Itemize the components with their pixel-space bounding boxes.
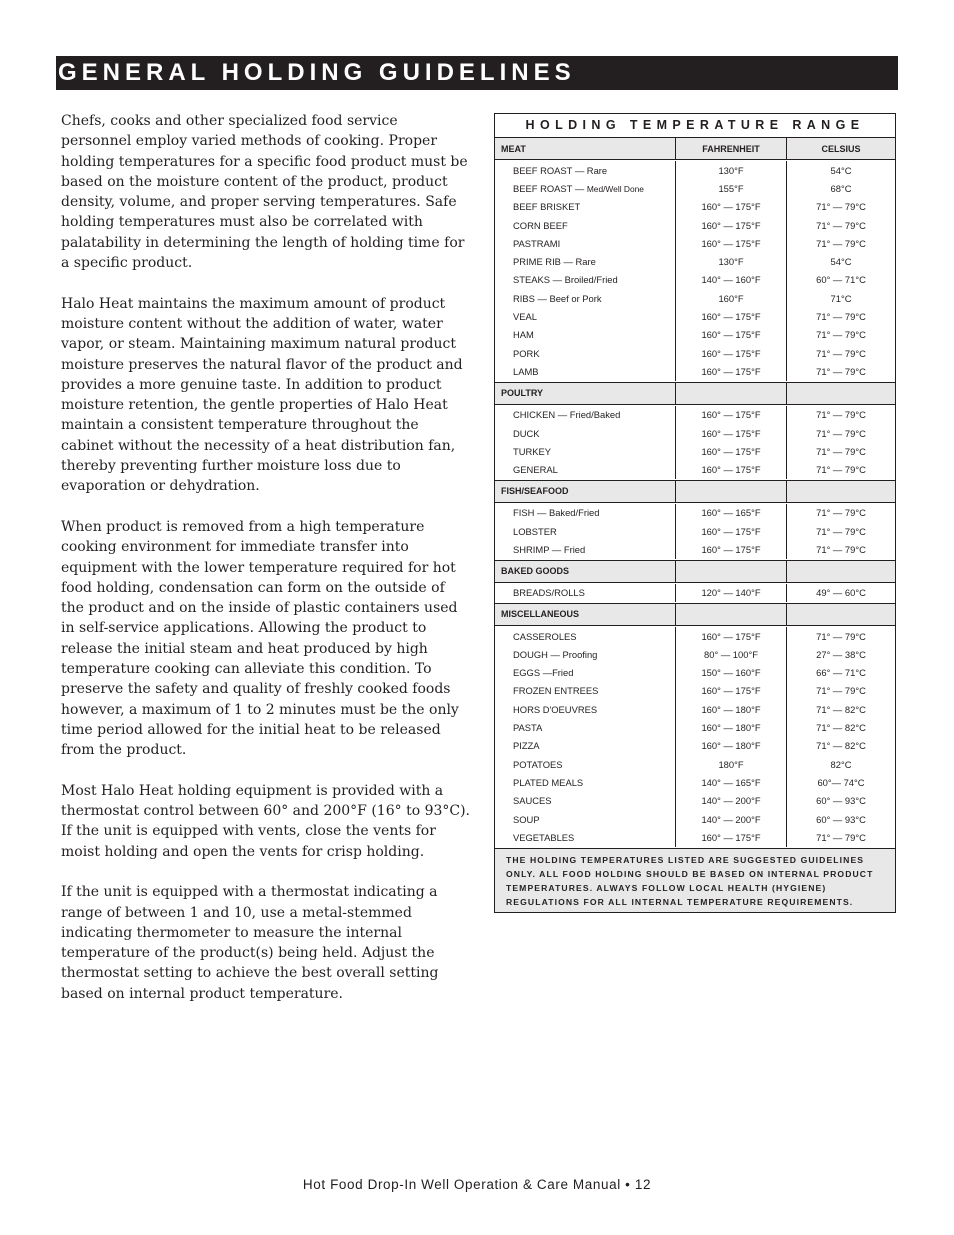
food-item-label: FROZEN ENTREES [513, 685, 599, 697]
food-item [495, 631, 675, 642]
celsius-value: 60° — 93°C [816, 813, 866, 825]
column-header-celsius [787, 561, 895, 582]
fahrenheit-value: 160° — 175°F [675, 362, 787, 380]
food-item [495, 220, 675, 231]
food-item [495, 544, 675, 555]
section-name: MISCELLANEOUS [501, 609, 580, 620]
title-bar [56, 56, 898, 90]
celsius-value: 60° — 93°C [816, 795, 866, 807]
food-item [495, 526, 675, 537]
food-item-label: GENERAL [513, 464, 558, 476]
fahrenheit-value: 180°F [675, 755, 787, 773]
column-header-celsius: CELSIUS [821, 143, 861, 154]
table-row [495, 627, 895, 645]
fahrenheit-value: 160° — 175°F [675, 326, 787, 344]
food-item [495, 777, 675, 788]
celsius-value: 71°C [830, 292, 852, 304]
celsius-value: 71° — 79°C [816, 219, 866, 231]
food-item-label: SOUP [513, 813, 540, 825]
table-row [495, 504, 895, 522]
fahrenheit-value: 155°F [675, 179, 787, 197]
food-item-label: PASTA [513, 722, 543, 734]
table-row [495, 773, 895, 791]
fahrenheit-value: 160° — 175°F [675, 307, 787, 325]
fahrenheit-value: 160°F [675, 289, 787, 307]
food-item-label: STEAKS — Broiled/Fried [513, 274, 618, 286]
table-row [495, 828, 895, 846]
table-row [495, 460, 895, 478]
celsius-value: 71° — 79°C [816, 329, 866, 341]
table-row [495, 179, 895, 197]
table-row [495, 540, 895, 558]
celsius-value: 82°C [830, 758, 852, 770]
celsius-value: 54°C [830, 256, 852, 268]
fahrenheit-value: 160° — 175°F [675, 406, 787, 424]
food-item [495, 667, 675, 678]
section-rows [495, 503, 895, 561]
table-row [495, 362, 895, 380]
celsius-value: 71° — 82°C [816, 703, 866, 715]
table-row [495, 810, 895, 828]
celsius-value: 71° — 79°C [816, 525, 866, 537]
column-header-fahrenheit [675, 604, 787, 625]
table-row [495, 792, 895, 810]
food-item-label: LOBSTER [513, 525, 557, 537]
celsius-value: 71° — 79°C [816, 445, 866, 457]
food-item [495, 366, 675, 377]
food-item [495, 587, 675, 598]
celsius-value: 71° — 79°C [816, 409, 866, 421]
food-item [495, 507, 675, 518]
food-item-label: CORN BEEF [513, 219, 568, 231]
section-rows [495, 405, 895, 481]
table-row [495, 645, 895, 663]
table-row [495, 424, 895, 442]
fahrenheit-value: 140° — 200°F [675, 810, 787, 828]
celsius-value: 71° — 79°C [816, 347, 866, 359]
fahrenheit-value: 160° — 165°F [675, 504, 787, 522]
food-item-label: HAM [513, 329, 534, 341]
table-row [495, 584, 895, 602]
food-item-label: TURKEY [513, 445, 552, 457]
food-item-detail: Med/Well Done [586, 183, 644, 194]
food-item [495, 238, 675, 249]
section-header [495, 604, 895, 626]
table-row [495, 682, 895, 700]
holding-temperature-table [494, 113, 896, 913]
table-title: HOLDING TEMPERATURE RANGE [495, 114, 895, 138]
food-item-label: DUCK [513, 427, 540, 439]
table-row [495, 326, 895, 344]
table-row [495, 161, 895, 179]
section-name: POULTRY [501, 388, 543, 399]
food-item [495, 464, 675, 475]
fahrenheit-value: 160° — 175°F [675, 828, 787, 846]
column-header-fahrenheit [675, 383, 787, 404]
food-item-label: VEGETABLES [513, 831, 575, 843]
food-item [495, 329, 675, 340]
column-header-celsius [787, 383, 895, 404]
food-item [495, 446, 675, 457]
fahrenheit-value: 140° — 165°F [675, 773, 787, 791]
food-item [495, 759, 675, 770]
celsius-value: 71° — 82°C [816, 722, 866, 734]
table-row [495, 718, 895, 736]
food-item-label: CASSEROLES [513, 630, 577, 642]
food-item [495, 256, 675, 267]
fahrenheit-value: 160° — 180°F [675, 700, 787, 718]
celsius-value: 71° — 79°C [816, 427, 866, 439]
fahrenheit-value: 160° — 175°F [675, 460, 787, 478]
food-item [495, 428, 675, 439]
fahrenheit-value: 140° — 200°F [675, 792, 787, 810]
food-item [495, 348, 675, 359]
section-header [495, 383, 895, 405]
food-item [495, 814, 675, 825]
food-item-label: VEAL [513, 311, 537, 323]
celsius-value: 71° — 79°C [816, 630, 866, 642]
celsius-value: 68°C [830, 182, 852, 194]
table-row [495, 271, 895, 289]
page-footer: Hot Food Drop-In Well Operation & Care Manual • 12 [302, 1177, 652, 1192]
celsius-value: 71° — 79°C [816, 464, 866, 476]
food-item [495, 832, 675, 843]
fahrenheit-value: 160° — 175°F [675, 424, 787, 442]
section-header [495, 561, 895, 583]
celsius-value: 54°C [830, 164, 852, 176]
food-item-label: DOUGH — Proofing [513, 648, 598, 660]
food-item-label: EGGS —Fried [513, 667, 574, 679]
celsius-value: 71° — 79°C [816, 201, 866, 213]
table-row [495, 198, 895, 216]
page-title: GENERAL HOLDING GUIDELINES [58, 59, 576, 86]
body-paragraph: If the unit is equipped with a thermostat indicating a range of between 1 and 10, use a metal-stemmed indicating thermometer to measure the internal temperature of the product(s) being held. Adjust the thermostat setting to achieve the best overall setting based on internal product temperature. [61, 884, 439, 1002]
fahrenheit-value: 160° — 175°F [675, 540, 787, 558]
column-header-fahrenheit [675, 481, 787, 502]
table-row [495, 522, 895, 540]
celsius-value: 71° — 79°C [816, 365, 866, 377]
table-row [495, 344, 895, 362]
body-text [61, 111, 471, 1024]
fahrenheit-value: 160° — 180°F [675, 718, 787, 736]
food-item [495, 165, 675, 176]
food-item-label: LAMB [513, 365, 539, 377]
food-item [495, 201, 675, 212]
table-row [495, 216, 895, 234]
food-item-label: PLATED MEALS [513, 776, 584, 788]
food-item-label: BEEF ROAST — Rare [513, 164, 608, 176]
celsius-value: 71° — 79°C [816, 831, 866, 843]
fahrenheit-value: 160° — 175°F [675, 344, 787, 362]
food-item-label: BEEF ROAST — [513, 182, 587, 194]
table-row [495, 252, 895, 270]
table-row [495, 755, 895, 773]
food-item [495, 183, 675, 194]
body-paragraph: Chefs, cooks and other specialized food service personnel employ varied methods of cooking. Proper holding temperatures for a specific food product must be based on the moisture content of the product, product density, volume, and proper serving temperatures. Safe holding temperatures must also be correlated with palatability in determining the length of holding time for a specific product. [61, 113, 468, 272]
celsius-value: 71° — 79°C [816, 685, 866, 697]
celsius-value: 27° — 38°C [816, 648, 866, 660]
table-row [495, 737, 895, 755]
table-row [495, 442, 895, 460]
celsius-value: 66° — 71°C [816, 667, 866, 679]
fahrenheit-value: 120° — 140°F [675, 584, 787, 602]
body-paragraph: When product is removed from a high temperature cooking environment for immediate transfer into equipment with the lower temperature required for hot food holding, condensation can form on the outside of the product and on the inside of plastic containers used in self-service applications. Allowing the product to release the initial steam and heat produced by high temperature cooking can alleviate this condition. To preserve the safety and quality of freshly cooked foods however, a maximum of 1 to 2 minutes must be the only time period allowed for the initial heat to be released from the product. [61, 518, 459, 759]
food-item-label: HORS D'OEUVRES [513, 703, 598, 715]
food-item-label: CHICKEN — Fried/Baked [513, 409, 621, 421]
table-row [495, 234, 895, 252]
section-rows [495, 583, 895, 604]
table-row [495, 700, 895, 718]
celsius-value: 60°— 74°C [817, 776, 865, 788]
food-item-label: PIZZA [513, 740, 540, 752]
food-item-label: SAUCES [513, 795, 552, 807]
food-item-label: PORK [513, 347, 540, 359]
fahrenheit-value: 130°F [675, 252, 787, 270]
section-header [495, 138, 895, 160]
food-item [495, 311, 675, 322]
food-item-label: POTATOES [513, 758, 563, 770]
column-header-celsius [787, 604, 895, 625]
food-item-label: PRIME RIB — Rare [513, 256, 596, 268]
section-name: MEAT [501, 143, 526, 154]
column-header-celsius [787, 481, 895, 502]
fahrenheit-value: 160° — 180°F [675, 737, 787, 755]
celsius-value: 71° — 82°C [816, 740, 866, 752]
food-item [495, 649, 675, 660]
section-name: FISH/SEAFOOD [501, 486, 569, 497]
celsius-value: 49° — 60°C [816, 587, 866, 599]
celsius-value: 60° — 71°C [816, 274, 866, 286]
food-item [495, 795, 675, 806]
food-item-label: RIBS — Beef or Pork [513, 292, 602, 304]
body-paragraph: Halo Heat maintains the maximum amount of product moisture content without the addition of water, water vapor, or steam. Maintaining maximum natural product moisture preserves the natural flavor of the product and provides a more genuine taste. In addition to product moisture retention, the gentle properties of Halo Heat maintain a consistent temperature throughout the cabinet without the necessity of a heat distribution fan, thereby preventing further moisture loss due to evaporation or dehydration. [61, 295, 463, 495]
section-name: BAKED GOODS [501, 566, 570, 577]
section-rows [495, 626, 895, 849]
food-item [495, 685, 675, 696]
celsius-value: 71° — 79°C [816, 311, 866, 323]
table-row [495, 664, 895, 682]
fahrenheit-value: 160° — 175°F [675, 216, 787, 234]
food-item-label: SHRIMP — Fried [513, 543, 586, 555]
food-item-label: PASTRAMI [513, 237, 561, 249]
food-item [495, 704, 675, 715]
section-rows [495, 160, 895, 383]
table-row [495, 307, 895, 325]
fahrenheit-value: 80° — 100°F [675, 645, 787, 663]
celsius-value: 71° — 79°C [816, 237, 866, 249]
celsius-value: 71° — 79°C [816, 543, 866, 555]
table-row [495, 406, 895, 424]
food-item [495, 293, 675, 304]
fahrenheit-value: 160° — 175°F [675, 522, 787, 540]
fahrenheit-value: 140° — 160°F [675, 271, 787, 289]
table-row [495, 289, 895, 307]
section-header [495, 481, 895, 503]
body-paragraph: Most Halo Heat holding equipment is provided with a thermostat control between 60° and 200°F (16° to 93°C). If the unit is equipped with vents, close the vents for moist holding and open the vents for crisp holding. [61, 782, 471, 860]
food-item [495, 722, 675, 733]
column-header-fahrenheit [675, 561, 787, 582]
table-note: THE HOLDING TEMPERATURES LISTED ARE SUGGESTED GUIDELINES ONLY. ALL FOOD HOLDING SHOULD BE BASED ON INTERNAL PRODUCT TEMPERATURES. ALWAYS FOLLOW LOCAL HEALTH (HYGIENE) REGULATIONS FOR ALL INTERNAL TEMPERATURE REQUIREMENTS. [495, 849, 895, 912]
food-item-label: BREADS/ROLLS [513, 587, 585, 599]
food-item [495, 274, 675, 285]
fahrenheit-value: 150° — 160°F [675, 664, 787, 682]
fahrenheit-value: 160° — 175°F [675, 627, 787, 645]
food-item [495, 740, 675, 751]
food-item-label: FISH — Baked/Fried [513, 507, 600, 519]
fahrenheit-value: 160° — 175°F [675, 682, 787, 700]
fahrenheit-value: 160° — 175°F [675, 234, 787, 252]
fahrenheit-value: 130°F [675, 161, 787, 179]
celsius-value: 71° — 79°C [816, 507, 866, 519]
food-item-label: BEEF BRISKET [513, 201, 581, 213]
fahrenheit-value: 160° — 175°F [675, 198, 787, 216]
food-item [495, 409, 675, 420]
fahrenheit-value: 160° — 175°F [675, 442, 787, 460]
column-header-fahrenheit: FAHRENHEIT [675, 138, 787, 159]
